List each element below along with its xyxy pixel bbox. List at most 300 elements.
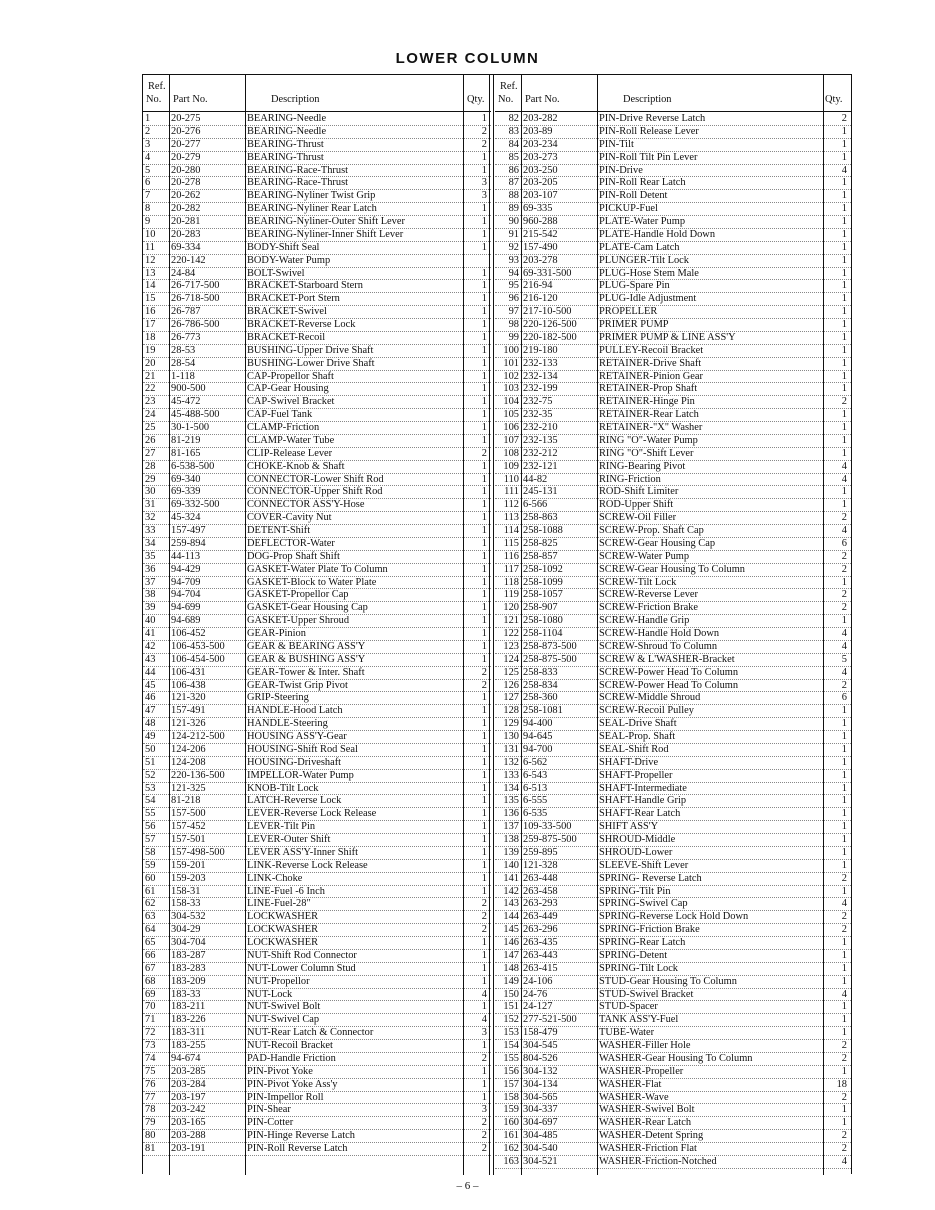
part-number: 121-328 [523, 859, 558, 871]
description: SCREW-Power Head To Column [599, 666, 739, 678]
quantity: 1 [481, 705, 487, 717]
ref-number: 74 [145, 1052, 156, 1064]
quantity: 4 [481, 1014, 487, 1026]
description: PIN-Roll Release Lever [599, 125, 699, 137]
quantity: 1 [841, 756, 847, 768]
description: CLIP-Release Lever [247, 447, 333, 459]
description: RETAINER-Pinion Gear [599, 370, 703, 382]
table-row [495, 680, 851, 693]
description: PLATE-Cam Latch [599, 241, 680, 253]
quantity: 1 [841, 1117, 847, 1129]
ref-number: 80 [145, 1130, 156, 1142]
quantity: 2 [481, 1117, 487, 1129]
description: HOUSING ASS'Y-Gear [247, 731, 347, 742]
quantity: 1 [841, 383, 847, 395]
ref-number: 103 [503, 383, 519, 395]
part-number: 232-134 [523, 370, 558, 382]
table-row [143, 499, 491, 512]
quantity: 1 [481, 872, 487, 884]
part-number: 263-458 [523, 885, 558, 897]
ref-number: 100 [503, 344, 519, 356]
quantity: 2 [841, 550, 847, 562]
part-number: 232-212 [523, 447, 558, 459]
part-number: 183-287 [171, 949, 206, 961]
description: LINE-Fuel -6 Inch [247, 885, 325, 897]
quantity: 1 [841, 615, 847, 627]
table-row [143, 1117, 491, 1130]
description: RETAINER-Rear Latch [599, 409, 699, 421]
part-number: 183-226 [171, 1014, 206, 1026]
table-row [143, 1053, 491, 1066]
description: WASHER-Friction Flat [599, 1143, 697, 1154]
part-number: 220-126-500 [523, 319, 577, 330]
part-number: 157-497 [171, 525, 206, 536]
part-number: 24-76 [523, 988, 548, 1000]
ref-number: 156 [503, 1065, 519, 1077]
part-number: 203-284 [171, 1078, 206, 1090]
part-number: 124-212-500 [171, 731, 225, 742]
ref-number: 151 [503, 1001, 519, 1013]
part-number: 106-453-500 [171, 640, 225, 652]
description: CONNECTOR-Lower Shift Rod [247, 473, 384, 485]
part-number: 158-31 [171, 885, 201, 897]
description: SCREW-Water Pump [599, 550, 690, 562]
ref-number: 154 [503, 1040, 519, 1051]
table-row [143, 371, 491, 384]
part-number: 6-538-500 [171, 460, 215, 472]
quantity: 1 [841, 782, 847, 794]
quantity: 1 [481, 499, 487, 511]
quantity: 1 [481, 640, 487, 652]
quantity: 1 [481, 834, 487, 845]
part-number: 232-199 [523, 383, 558, 395]
ref-number: 97 [508, 306, 519, 318]
ref-number: 149 [503, 975, 519, 987]
description: SPRING- Reverse Latch [599, 872, 702, 884]
quantity: 1 [841, 228, 847, 240]
description: SHAFT-Intermediate [599, 782, 687, 794]
quantity: 3 [481, 1104, 487, 1116]
table-row [495, 306, 851, 319]
quantity: 2 [841, 1052, 847, 1064]
part-number: 219-180 [523, 344, 558, 356]
quantity: 1 [841, 319, 847, 330]
parts-table-right [495, 75, 851, 1175]
ref-number: 62 [145, 898, 156, 910]
description: GASKET-Upper Shroud [247, 615, 350, 627]
table-row [495, 641, 851, 654]
quantity: 1 [481, 216, 487, 227]
part-number: 203-285 [171, 1065, 206, 1077]
table-row [143, 731, 491, 744]
description: PLUG-Hose Stem Male [599, 267, 699, 279]
table-row [495, 126, 851, 139]
table-row [495, 924, 851, 937]
ref-number: 26 [145, 434, 156, 446]
description: CONNECTOR ASS'Y-Hose [247, 499, 365, 511]
part-number: 26-717-500 [171, 280, 220, 292]
part-number: 183-209 [171, 975, 206, 987]
description: GEAR & BEARING ASS'Y [247, 640, 366, 652]
table-row [495, 834, 851, 847]
quantity: 1 [841, 447, 847, 459]
quantity: 1 [481, 782, 487, 794]
ref-number: 48 [145, 718, 156, 730]
description: HANDLE-Hood Latch [247, 705, 343, 717]
table-row [143, 705, 491, 718]
table-row [143, 783, 491, 796]
description: SCREW-Handle Grip [599, 615, 690, 627]
ref-number: 65 [145, 937, 156, 948]
ref-number: 38 [145, 589, 156, 601]
table-row [495, 422, 851, 435]
description: SLEEVE-Shift Lever [599, 859, 689, 871]
part-number: 258-833 [523, 666, 558, 678]
table-row [143, 1040, 491, 1053]
quantity: 2 [841, 872, 847, 884]
quantity: 1 [841, 280, 847, 292]
quantity: 1 [841, 370, 847, 382]
quantity: 1 [481, 846, 487, 858]
description: PIN-Cotter [247, 1117, 294, 1129]
table-row [495, 1156, 851, 1169]
quantity: 3 [481, 1027, 487, 1039]
ref-number: 13 [145, 267, 156, 279]
quantity: 1 [841, 434, 847, 446]
table-row [143, 615, 491, 628]
ref-number: 39 [145, 602, 156, 614]
table-row [143, 628, 491, 641]
part-number: 203-165 [171, 1117, 206, 1129]
table-row [495, 551, 851, 564]
quantity: 2 [841, 924, 847, 936]
description: CAP-Swivel Bracket [247, 396, 335, 408]
ref-number: 52 [145, 769, 156, 781]
quantity: 1 [481, 241, 487, 253]
table-row [143, 808, 491, 821]
ref-number: 136 [503, 808, 519, 820]
description: BEARING-Nyliner-Outer Shift Lever [247, 216, 405, 227]
quantity: 4 [841, 473, 847, 485]
part-number: 157-498-500 [171, 846, 225, 858]
quantity: 1 [841, 344, 847, 356]
description: BRACKET-Starboard Stern [247, 280, 363, 292]
table-row [495, 242, 851, 255]
part-number: 258-1081 [523, 705, 563, 717]
ref-number: 101 [503, 357, 519, 369]
part-number: 81-218 [171, 795, 201, 807]
description: WASHER-Rear Latch [599, 1117, 692, 1129]
part-number: 26-773 [171, 331, 201, 343]
table-row [495, 538, 851, 551]
part-number: 124-206 [171, 743, 206, 755]
description: SCREW-Middle Shroud [599, 692, 701, 704]
description: NUT-Recoil Bracket [247, 1040, 333, 1051]
table-row [143, 641, 491, 654]
part-number: 203-250 [523, 164, 558, 176]
quantity: 3 [481, 177, 487, 189]
part-number: 20-279 [171, 151, 201, 163]
table-row [495, 409, 851, 422]
table-row [495, 1001, 851, 1014]
ref-number: 129 [503, 718, 519, 730]
ref-number: 128 [503, 705, 519, 717]
ref-number: 145 [503, 924, 519, 936]
ref-number: 20 [145, 357, 156, 369]
part-number: 304-521 [523, 1155, 558, 1167]
part-number: 203-273 [523, 151, 558, 163]
description: SCREW-Shroud To Column [599, 640, 718, 652]
table-row [495, 1092, 851, 1105]
part-number: 44-113 [171, 550, 201, 562]
quantity: 1 [841, 795, 847, 807]
part-number: 24-106 [523, 975, 553, 987]
table-row [143, 718, 491, 731]
description: PLUNGER-Tilt Lock [599, 254, 689, 266]
ref-number: 77 [145, 1091, 156, 1103]
description: WASHER-Gear Housing To Column [599, 1052, 753, 1064]
part-number: 30-1-500 [171, 422, 210, 433]
part-number: 94-700 [523, 743, 553, 755]
quantity: 1 [481, 563, 487, 575]
description: LEVER-Tilt Pin [247, 821, 316, 833]
table-row [495, 589, 851, 602]
table-row [495, 1027, 851, 1040]
description: PICKUP-Fuel [599, 203, 658, 215]
table-row [143, 448, 491, 461]
description: CLAMP-Water Tube [247, 434, 335, 446]
description: BEARING-Nyliner Twist Grip [247, 190, 376, 202]
quantity: 1 [841, 1027, 847, 1039]
description: WASHER-Flat [599, 1078, 662, 1090]
table-row [495, 293, 851, 306]
description: PLUG-Spare Pin [599, 280, 670, 292]
header-ref: Ref. [500, 81, 518, 92]
description: ROD-Shift Limiter [599, 486, 679, 498]
description: PAD-Handle Friction [247, 1052, 336, 1064]
ref-number: 158 [503, 1091, 519, 1103]
quantity: 1 [481, 975, 487, 987]
table-row [495, 499, 851, 512]
table-row [495, 358, 851, 371]
description: SCREW & L'WASHER-Bracket [599, 653, 735, 665]
part-number: 94-699 [171, 602, 201, 614]
ref-number: 114 [503, 525, 519, 536]
table-row [143, 1092, 491, 1105]
page-number: – 6 – [456, 1180, 479, 1192]
part-number: 215-542 [523, 228, 558, 240]
description: RETAINER-Drive Shaft [599, 357, 702, 369]
ref-number: 137 [503, 821, 519, 833]
quantity: 1 [841, 821, 847, 833]
description: LINE-Fuel-28" [247, 898, 311, 910]
ref-number: 131 [503, 743, 519, 755]
description: PIN-Drive [599, 164, 643, 176]
quantity: 1 [481, 962, 487, 974]
description: GEAR-Pinion [247, 628, 306, 639]
quantity: 1 [841, 975, 847, 987]
description: TANK ASS'Y-Fuel [599, 1014, 679, 1026]
table-row [143, 680, 491, 693]
description: PIN-Drive Reverse Latch [599, 113, 706, 124]
ref-number: 81 [145, 1143, 156, 1154]
description: PIN-Pivot Yoke [247, 1065, 313, 1077]
quantity: 1 [481, 743, 487, 755]
parts-table [142, 74, 852, 1174]
quantity: 1 [481, 576, 487, 588]
quantity: 1 [841, 267, 847, 279]
quantity: 1 [841, 306, 847, 318]
ref-number: 84 [508, 138, 519, 150]
part-number: 258-360 [523, 692, 558, 704]
part-number: 158-33 [171, 898, 201, 910]
quantity: 1 [841, 949, 847, 961]
quantity: 6 [841, 537, 847, 549]
part-number: 259-895 [523, 846, 558, 858]
quantity: 4 [481, 988, 487, 1000]
table-row [143, 667, 491, 680]
table-row [143, 757, 491, 770]
ref-number: 55 [145, 808, 156, 820]
table-row [143, 911, 491, 924]
table-row [143, 577, 491, 590]
ref-number: 53 [145, 782, 156, 794]
description: NUT-Rear Latch & Connector [247, 1027, 374, 1039]
description: CAP-Fuel Tank [247, 409, 313, 421]
quantity: 1 [841, 937, 847, 948]
ref-number: 105 [503, 409, 519, 421]
description: GEAR-Twist Grip Pivot [247, 679, 348, 691]
part-number: 159-201 [171, 859, 206, 871]
ref-number: 54 [145, 795, 156, 807]
quantity: 1 [841, 962, 847, 974]
quantity: 1 [841, 885, 847, 897]
quantity: 1 [481, 319, 487, 330]
quantity: 1 [481, 859, 487, 871]
quantity: 1 [841, 808, 847, 820]
quantity: 4 [841, 460, 847, 472]
part-number: 203-242 [171, 1104, 206, 1116]
part-number: 94-674 [171, 1052, 201, 1064]
part-number: 45-472 [171, 396, 201, 408]
description: GRIP-Steering [247, 692, 309, 704]
description: LINK-Choke [247, 872, 303, 884]
ref-number: 85 [508, 151, 519, 163]
part-number: 20-280 [171, 164, 201, 176]
ref-number: 107 [503, 434, 519, 446]
description: RING "O"-Shift Lever [599, 447, 694, 459]
quantity: 1 [481, 473, 487, 485]
quantity: 1 [481, 203, 487, 215]
header-qty: Qty. [825, 94, 843, 105]
table-row [495, 821, 851, 834]
description: RETAINER-Hinge Pin [599, 396, 695, 408]
quantity: 1 [841, 499, 847, 511]
description: LOCKWASHER [247, 911, 319, 923]
ref-number: 83 [508, 125, 519, 137]
part-number: 263-415 [523, 962, 558, 974]
description: GASKET-Block to Water Plate [247, 576, 377, 588]
part-number: 304-697 [523, 1117, 558, 1129]
ref-number: 5 [145, 164, 151, 176]
table-row [143, 1130, 491, 1143]
table-row [143, 306, 491, 319]
table-row [143, 1027, 491, 1040]
ref-number: 135 [503, 795, 519, 807]
part-number: 20-283 [171, 228, 201, 240]
part-number: 304-704 [171, 937, 206, 948]
part-number: 203-107 [523, 190, 558, 202]
part-number: 121-325 [171, 782, 206, 794]
description: NUT-Swivel Cap [247, 1014, 320, 1026]
table-row [143, 770, 491, 783]
column-divider [489, 75, 494, 1175]
part-number: 203-191 [171, 1143, 206, 1154]
description: CONNECTOR-Upper Shift Rod [247, 486, 383, 498]
quantity: 2 [481, 666, 487, 678]
description: PLATE-Water Pump [599, 216, 686, 227]
description: BEARING-Race-Thrust [247, 177, 348, 189]
header-ref: Ref. [148, 81, 166, 92]
table-row [495, 1117, 851, 1130]
ref-number: 159 [503, 1104, 519, 1116]
description: SCREW-Gear Housing To Column [599, 563, 745, 575]
table-row [143, 268, 491, 281]
part-number: 232-135 [523, 434, 558, 446]
description: NUT-Lock [247, 988, 293, 1000]
part-number: 232-35 [523, 409, 553, 421]
ref-number: 115 [503, 537, 519, 549]
description: SCREW-Tilt Lock [599, 576, 677, 588]
part-number: 900-500 [171, 383, 206, 395]
part-number: 6-535 [523, 808, 548, 820]
table-row [495, 860, 851, 873]
part-number: 304-565 [523, 1091, 558, 1103]
ref-number: 111 [504, 486, 519, 498]
description: WASHER-Swivel Bolt [599, 1104, 695, 1116]
table-row [495, 319, 851, 332]
table-header-left [143, 75, 491, 112]
description: PIN-Hinge Reverse Latch [247, 1130, 355, 1142]
table-row [143, 203, 491, 216]
part-number: 45-488-500 [171, 409, 220, 421]
table-row [495, 615, 851, 628]
quantity: 1 [481, 460, 487, 472]
ref-number: 2 [145, 125, 151, 137]
quantity: 1 [841, 1104, 847, 1116]
part-number: 960-288 [523, 216, 558, 227]
quantity: 4 [841, 988, 847, 1000]
quantity: 1 [481, 756, 487, 768]
part-number: 263-293 [523, 898, 558, 910]
ref-number: 102 [503, 370, 519, 382]
part-number: 106-454-500 [171, 653, 225, 665]
table-row [143, 924, 491, 937]
description: DETENT-Shift [247, 525, 311, 536]
ref-number: 93 [508, 254, 519, 266]
ref-number: 8 [145, 203, 151, 215]
ref-number: 45 [145, 679, 156, 691]
quantity: 2 [481, 447, 487, 459]
ref-number: 119 [503, 589, 519, 601]
part-number: 106-438 [171, 679, 206, 691]
description: SPRING-Tilt Pin [599, 885, 671, 897]
header-part-no: Part No. [525, 94, 560, 105]
quantity: 1 [841, 409, 847, 421]
ref-number: 98 [508, 319, 519, 330]
table-row [143, 345, 491, 358]
table-row [495, 1130, 851, 1143]
